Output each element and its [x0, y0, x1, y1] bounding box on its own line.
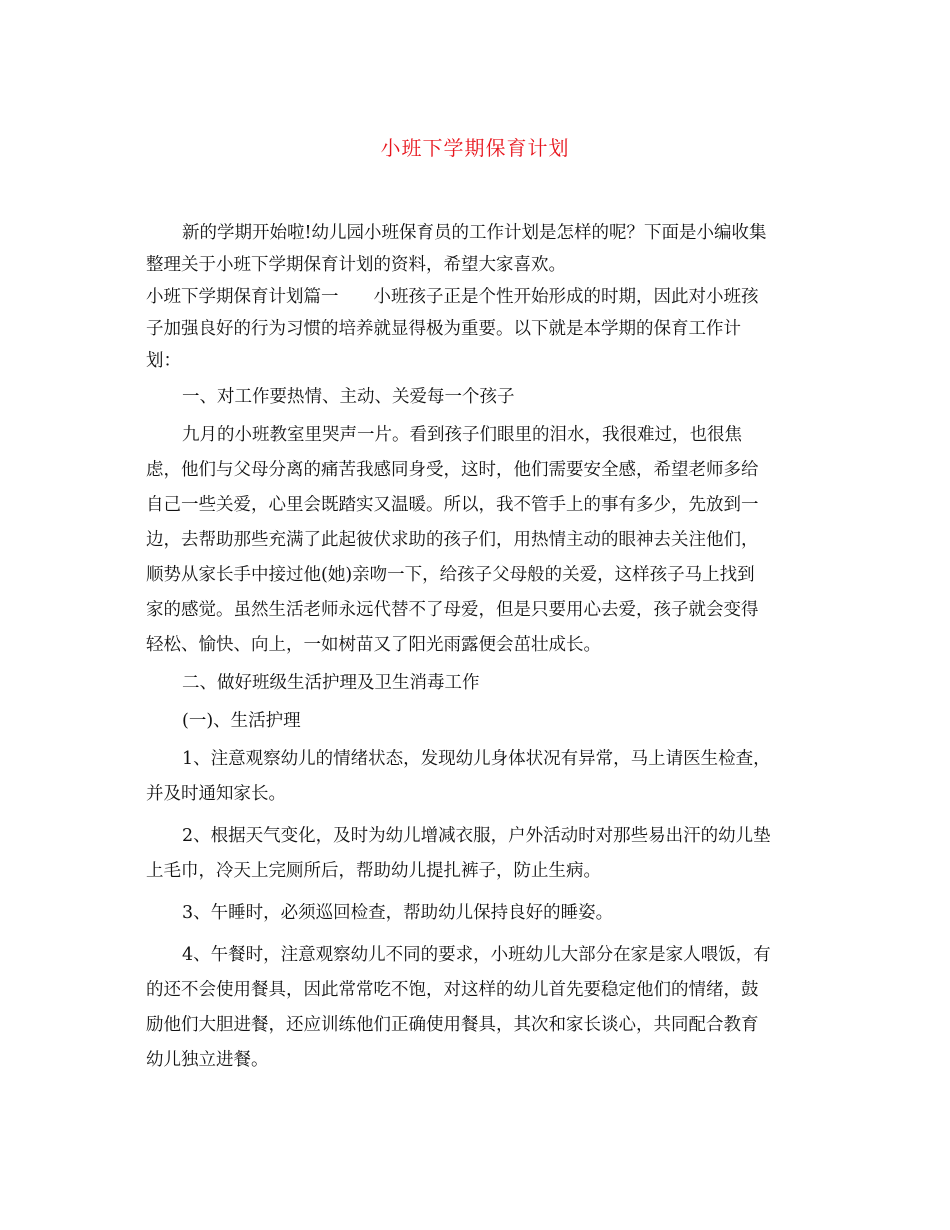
text-line: 整理关于小班下学期保育计划的资料，希望大家喜欢。 [146, 255, 566, 275]
text-line: 幼儿独立进餐。 [146, 1050, 269, 1070]
item-2 [146, 819, 814, 889]
text-line: 小班下学期保育计划篇一 小班孩子正是个性开始形成的时期，因此对小班孩 [146, 287, 759, 307]
heading-text: 一、对工作要热情、主动、关爱每一个孩子 [182, 387, 515, 407]
text-line: 新的学期开始啦!幼儿园小班保育员的工作计划是怎样的呢？下面是小编收集 [182, 223, 767, 243]
item-3 [146, 896, 814, 931]
text-line: 2、根据天气变化，及时为幼儿增减衣服，户外活动时对那些易出汗的幼儿垫 [182, 826, 771, 846]
subheading-text: (一)、生活护理 [182, 711, 301, 731]
care-paragraph [146, 418, 814, 663]
text-line: 并及时通知家长。 [146, 784, 286, 804]
document-body [146, 217, 814, 1078]
text-line: 顺势从家长手中接过他(她)亲吻一下，给孩子父母般的关爱，这样孩子马上找到 [146, 565, 755, 585]
heading-two [146, 666, 814, 701]
text-line: 的还不会使用餐具，因此常常吃不饱，对这样的幼儿首先要稳定他们的情绪，鼓 [146, 980, 759, 1000]
text-line: 家的感觉。虽然生活老师永远代替不了母爱，但是只要用心去爱，孩子就会变得 [146, 600, 759, 620]
text-line: 上毛巾，冷天上完厕所后，帮助幼儿提扎裤子，防止生病。 [146, 861, 601, 881]
document-title: 小班下学期保育计划 [380, 136, 570, 160]
text-line: 4、午餐时，注意观察幼儿不同的要求，小班幼儿大部分在家是家人喂饭，有 [182, 945, 771, 965]
heading-one [146, 380, 814, 415]
text-line: 自己一些关爱，心里会既踏实又温暖。所以，我不管手上的事有多少，先放到一 [146, 495, 759, 515]
section-one-paragraph [146, 281, 814, 377]
item-4 [146, 938, 814, 1078]
text-line: 虑，他们与父母分离的痛苦我感同身受，这时，他们需要安全感，希望老师多给 [146, 460, 759, 480]
item-1 [146, 742, 814, 812]
text-line: 3、午睡时，必须巡回检查，帮助幼儿保持良好的睡姿。 [182, 903, 614, 923]
subheading-one [146, 704, 814, 739]
text-line: 励他们大胆进餐，还应训练他们正确使用餐具，其次和家长谈心，共同配合教育 [146, 1015, 759, 1035]
intro-paragraph [146, 217, 814, 281]
text-line: 九月的小班教室里哭声一片。看到孩子们眼里的泪水，我很难过，也很焦 [182, 425, 742, 445]
text-line: 子加强良好的行为习惯的培养就显得极为重要。以下就是本学期的保育工作计 [146, 319, 741, 339]
heading-text: 二、做好班级生活护理及卫生消毒工作 [182, 673, 480, 693]
text-line: 轻松、愉快、向上，一如树苗又了阳光雨露便会茁壮成长。 [146, 635, 601, 655]
text-line: 划： [146, 351, 181, 371]
text-line: 1、注意观察幼儿的情绪状态，发现幼儿身体状况有异常，马上请医生检查， [182, 749, 771, 769]
text-line: 边，去帮助那些充满了此起彼伏求助的孩子们，用热情主动的眼神去关注他们， [146, 530, 759, 550]
